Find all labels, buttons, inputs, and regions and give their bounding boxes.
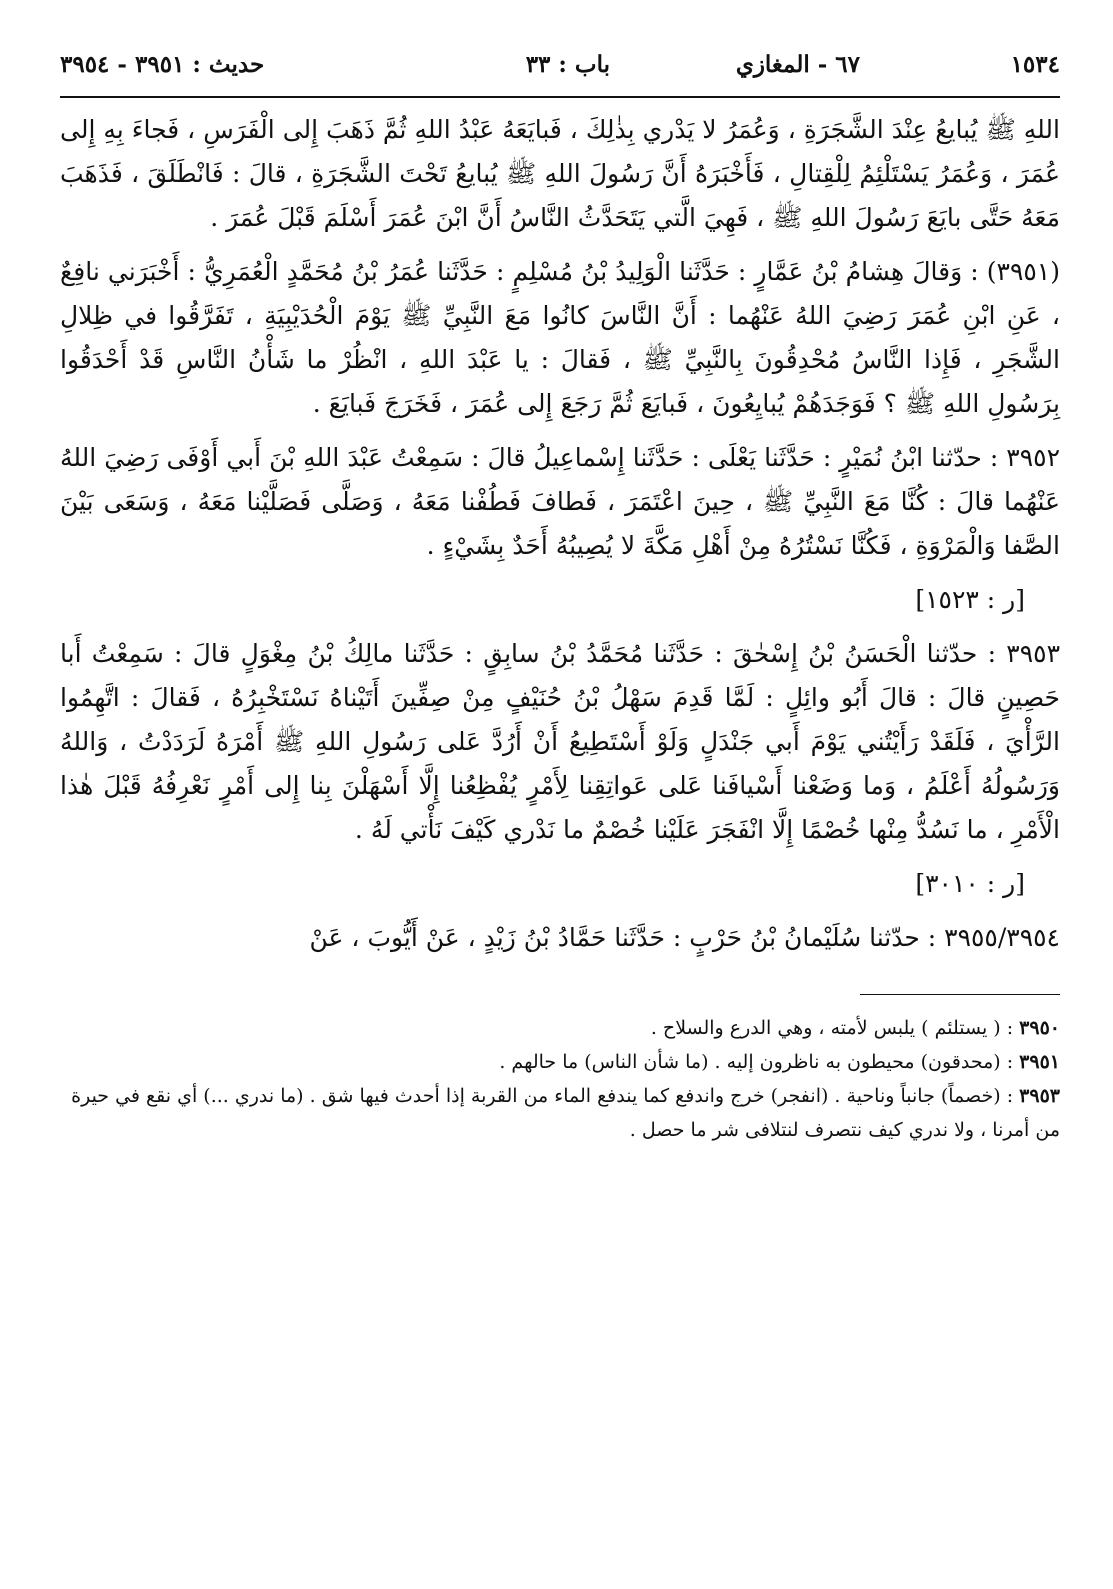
footnote-text: : (محدقون) محيطون به ناظرون إليه . (ما شأن الناس) ما حالهم .: [499, 1051, 1014, 1073]
paragraph-hadith-3953: ٣٩٥٣ : حدّثنا الْحَسَنُ بْنُ إِسْحٰقَ : حَدَّثَنا مُحَمَّدُ بْنُ سابِقٍ : حَدَّثَنا مالِكُ بْنُ مِغْوَلٍ قالَ : سَمِعْتُ أَبا حَصِينٍ قالَ : قالَ أَبُو وائِلٍ : لَمَّا قَدِمَ سَهْلُ بْنُ حُنَيْفٍ مِنْ صِفِّينَ أَتَيْناهُ نَسْتَخْبِرُهُ ، فَقالَ : اتَّهِمُوا الرَّأْيَ ، فَلَقَدْ رَأَيْتُني يَوْمَ أَبي جَنْدَلٍ وَلَوْ أَسْتَطِيعُ أَنْ أَرُدَّ عَلى رَسُولِ اللهِ ﷺ أَمْرَهُ لَرَدَدْتُ ، وَاللهُ وَرَسُولُهُ أَعْلَمُ ، وَما وَضَعْنا أَسْيافَنا عَلى عَواتِقِنا لِأَمْرٍ يُفْظِعُنا إِلَّا أَسْهَلْنَ بِنا إِلى أَمْرٍ نَعْرِفُهُ قَبْلَ هٰذا الْأَمْرِ ، ما نَسُدُّ مِنْها خُصْمًا إِلَّا انْفَجَرَ عَلَيْنا خُصْمٌ ما نَدْري كَيْفَ نَأْتي لَهُ .: [60, 639, 1060, 844]
chapter-title: ٦٧ - المغازي: [735, 51, 860, 78]
cross-reference-3952: [ر : ١٥٢٣]: [915, 585, 1025, 614]
hadith-range: حديث : ٣٩٥١ - ٣٩٥٤: [60, 51, 265, 78]
footnote-number: ٣٩٥١: [1019, 1051, 1060, 1073]
page-number: ١٥٣٤: [1010, 51, 1060, 78]
footnote-item: [60, 1079, 1060, 1147]
paragraph-hadith-3954: ٣٩٥٥/٣٩٥٤ : حدّثنا سُلَيْمانُ بْنُ حَرْبٍ : حَدَّثَنا حَمَّادُ بْنُ زَيْدٍ ، عَنْ أَيُّوبَ ، عَنْ: [309, 923, 1060, 952]
footnotes: [60, 1011, 1060, 1147]
footnote-item: [60, 1011, 1060, 1045]
footnote-text: : (خصماً) جانباً وناحية . (انفجر) خرج واندفع كما يندفع الماء من القربة إذا أحدث فيها شق . (ما ندري ...) أي نقع في حيرة من أمرنا ، ولا ندري كيف نتصرف لنتلافى شر ما حصل .: [71, 1085, 1060, 1141]
footnote-number: ٣٩٥٠: [1019, 1017, 1060, 1039]
paragraph-continuation: اللهِ ﷺ يُبايعُ عِنْدَ الشَّجَرَةِ ، وَعُمَرُ لا يَدْري بِذٰلِكَ ، فَبايَعَهُ عَبْدُ اللهِ ثُمَّ ذَهَبَ إِلى الْفَرَسِ ، فَجاءَ بِهِ إِلى عُمَرَ ، وَعُمَرُ يَسْتَلْئِمُ لِلْقِتالِ ، فَأَخْبَرَهُ أَنَّ رَسُولَ اللهِ ﷺ يُبايعُ تَحْتَ الشَّجَرَةِ ، قالَ : فَانْطَلَقَ ، فَذَهَبَ مَعَهُ حَتَّى بايَعَ رَسُولَ اللهِ ﷺ ، فَهِيَ الَّتي يَتَحَدَّثُ النَّاسُ أَنَّ ابْنَ عُمَرَ أَسْلَمَ قَبْلَ عُمَرَ .: [60, 115, 1060, 232]
main-text: [60, 108, 1060, 960]
header-divider: [60, 96, 1060, 98]
bab-number: باب : ٣٣: [525, 51, 610, 78]
footnote-number: ٣٩٥٣: [1019, 1085, 1060, 1107]
paragraph-hadith-3952: ٣٩٥٢ : حدّثنا ابْنُ نُمَيْرٍ : حَدَّثَنا يَعْلَى : حَدَّثَنا إِسْماعِيلُ قالَ : سَمِعْتُ عَبْدَ اللهِ بْنَ أَبي أَوْفَى رَضِيَ اللهُ عَنْهُما قالَ : كُنَّا مَعَ النَّبِيِّ ﷺ ، حِينَ اعْتَمَرَ ، فَطافَ فَطُفْنا مَعَهُ ، وَصَلَّى فَصَلَّيْنا مَعَهُ ، وَسَعَى بَيْنَ الصَّفا وَالْمَرْوَةِ ، فَكُنَّا نَسْتُرُهُ مِنْ أَهْلِ مَكَّةَ لا يُصِيبُهُ أَحَدٌ بِشَيْءٍ .: [60, 443, 1060, 560]
cross-reference-3953: [ر : ٣٠١٠]: [915, 869, 1025, 898]
footnote-divider: [860, 994, 1060, 995]
running-header: [60, 40, 1060, 90]
book-page: [60, 40, 1060, 1560]
paragraph-hadith-3951: (٣٩٥١) : وَقالَ هِشامُ بْنُ عَمَّارٍ : حَدَّثَنا الْوَلِيدُ بْنُ مُسْلِمٍ : حَدَّثَنا عُمَرُ بْنُ مُحَمَّدٍ الْعُمَرِيُّ : أَخْبَرَني نافِعٌ ، عَنِ ابْنِ عُمَرَ رَضِيَ اللهُ عَنْهُما : أَنَّ النَّاسَ كانُوا مَعَ النَّبِيِّ ﷺ يَوْمَ الْحُدَيْبِيَةِ ، تَفَرَّقُوا في ظِلالِ الشَّجَرِ ، فَإِذا النَّاسُ مُحْدِقُونَ بِالنَّبِيِّ ﷺ ، فَقالَ : يا عَبْدَ اللهِ ، انْظُرْ ما شَأْنُ النَّاسِ قَدْ أَحْدَقُوا بِرَسُولِ اللهِ ﷺ ؟ فَوَجَدَهُمْ يُبايِعُونَ ، فَبايَعَ ثُمَّ رَجَعَ إِلى عُمَرَ ، فَخَرَجَ فَبايَعَ .: [60, 257, 1060, 418]
footnote-item: [60, 1045, 1060, 1079]
footnote-text: : ( يستلئم ) يلبس لأمته ، وهي الدرع والسلاح .: [650, 1017, 1014, 1039]
